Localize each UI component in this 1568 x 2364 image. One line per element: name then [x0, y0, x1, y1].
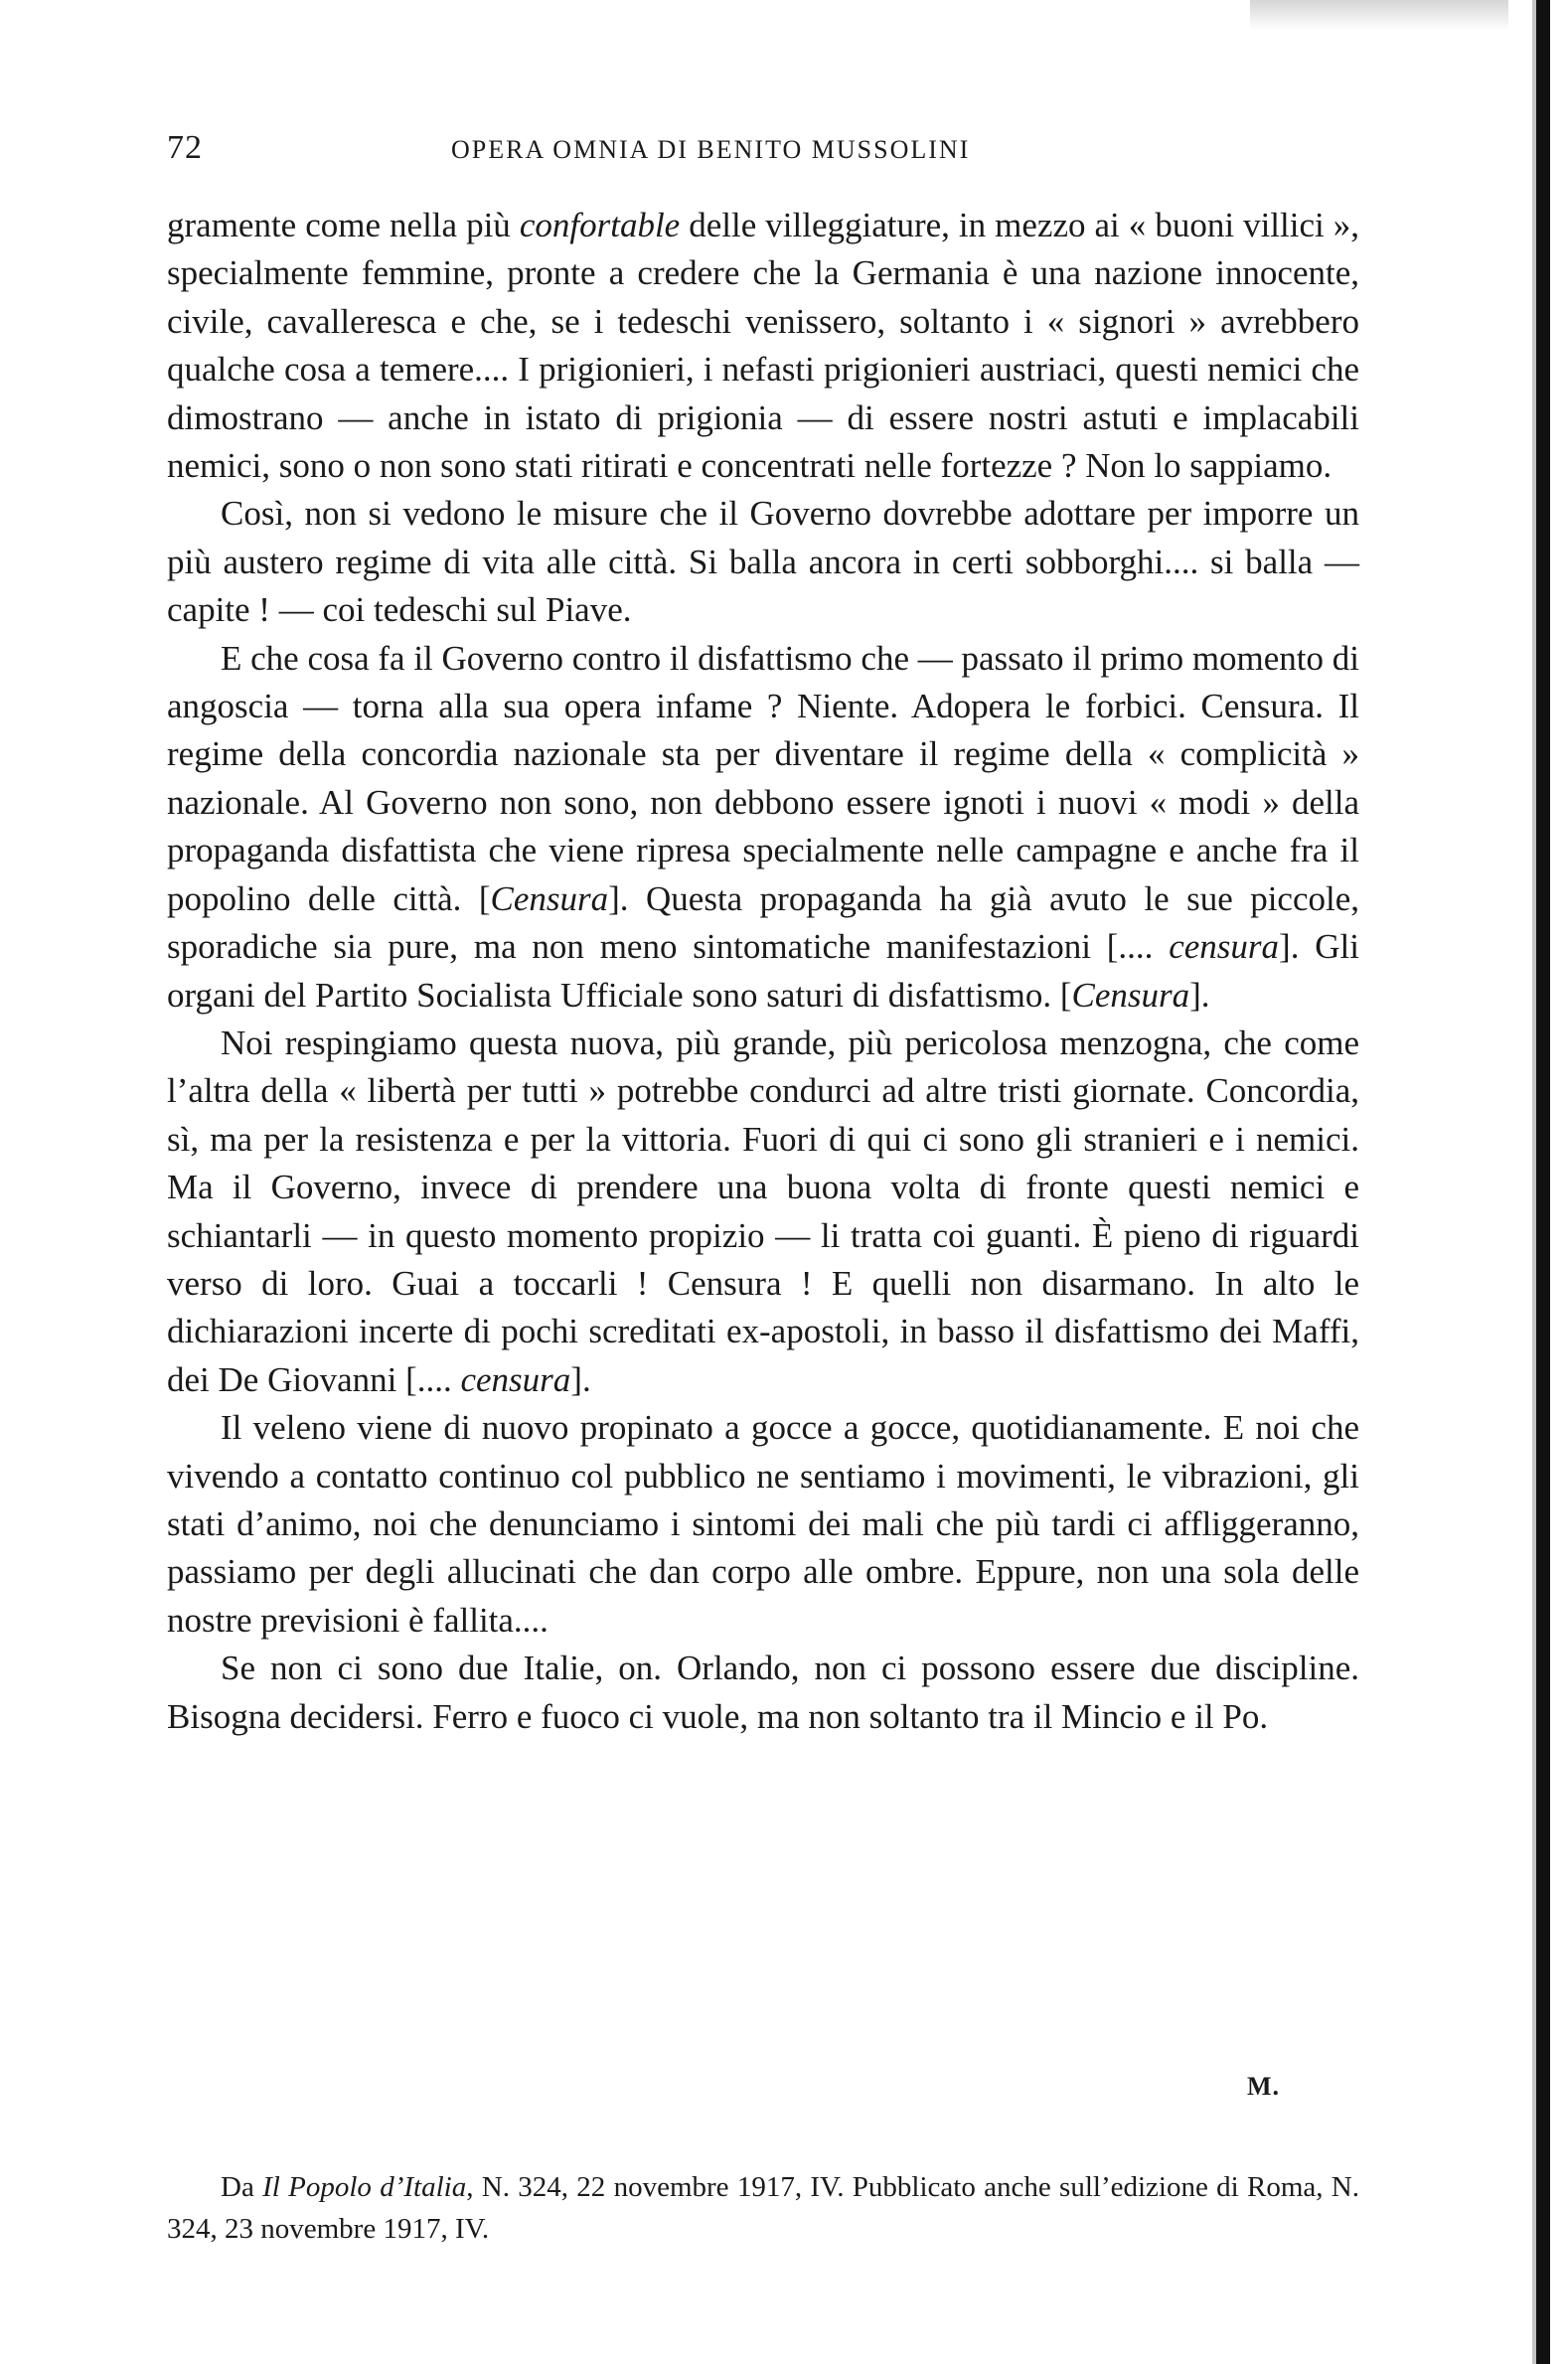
- source-note-prefix: Da: [221, 2171, 263, 2203]
- page-number: 72: [167, 129, 203, 166]
- paragraph-2: Così, non si vedono le misure che il Governo dovrebbe adottare per imporre un più austero regime di vita alle città. Si balla ancora in certi sobborghi.... si balla — capite ! — coi tedeschi sul Piave.: [167, 494, 1359, 630]
- scan-smudge: [1250, 0, 1508, 30]
- running-title: OPERA OMNIA DI BENITO MUSSOLINI: [451, 135, 971, 164]
- paragraph-3-text-d: ].: [1189, 975, 1210, 1015]
- paragraph-3-text-c: ]. Gli organi del Partito Socialista Ufficiale sono saturi di disfattismo. [: [167, 927, 1359, 1015]
- paragraph-1-text-a: gramente come nella più: [167, 206, 520, 244]
- running-header: [167, 129, 1359, 179]
- paragraph-6: Se non ci sono due Italie, on. Orlando, non ci possono essere due discipline. Bisogna decidersi. Ferro e fuoco ci vuole, ma non soltanto tra il Mincio e il Po.: [167, 1649, 1359, 1736]
- censura-note-2: censura: [1169, 927, 1280, 967]
- paragraph-4: [167, 1020, 1359, 1404]
- paragraph-1-text-b: delle villeggiature, in mezzo ai « buoni villici », specialmente femmine, pronte a credere che la Germania è una nazione innocente, civile, cavalleresca e che, se i tedeschi venissero, soltanto i « signori » avrebbero qualche cosa a temere.... I prigionieri, i nefasti prigionieri austriaci, questi nemici che dimostrano — anche in istato di prigionia — di essere nostri astuti e implacabili nemici, sono o non sono stati ritirati e concentrati nelle fortezze ? Non lo sappiamo.: [167, 206, 1360, 486]
- censura-note-4: censura: [460, 1359, 571, 1399]
- paragraph-3-text-a: E che cosa fa il Governo contro il disfattismo che — passato il primo momento di angoscia — torna alla sua opera infame ? Niente. Adopera le forbici. Censura. Il regime della concordia nazionale sta per diventare il regime della « complicità » nazionale. Al Governo non sono, non debbono essere ignoti i nuovi « modi » della propaganda disfattista che viene ripresa specialmente nelle campagne e anche fra il popolino delle città. [: [167, 638, 1359, 918]
- newspaper-title: Il Popolo d’Italia: [262, 2171, 467, 2203]
- paragraph-5: Il veleno viene di nuovo propinato a gocce a gocce, quotidianamente. E noi che vivendo a contatto continuo col pubblico ne sentiamo i movimenti, le vibrazioni, gli stati d’animo, noi che denunciamo i sintomi dei mali che più tardi ci affliggeranno, passiamo per degli allucinati che dan corpo alle ombre. Eppure, non una sola delle nostre previsioni è fallita....: [167, 1408, 1359, 1640]
- paragraph-1: [167, 202, 1359, 490]
- author-signature: M.: [1247, 2072, 1281, 2101]
- paragraph-3: [167, 635, 1359, 1020]
- source-note-rest: , N. 324, 22 novembre 1917, IV. Pubblicato anche sull’edizione di Roma, N. 324, 23 novembre 1917, IV.: [167, 2171, 1359, 2245]
- censura-note-1: Censura: [490, 878, 609, 918]
- article-body: [167, 202, 1359, 1741]
- censura-note-3: Censura: [1071, 975, 1190, 1015]
- source-note: [167, 2166, 1359, 2250]
- page-binding-edge: [1536, 0, 1550, 2364]
- paragraph-4-text-b: ].: [570, 1359, 591, 1399]
- paragraph-4-text-a: Noi respingiamo questa nuova, più grande, più pericolosa menzogna, che come l’altra della « libertà per tutti » potrebbe condurci ad altre tristi giornate. Concordia, sì, ma per la resistenza e per la vittoria. Fuori di qui ci sono gli stranieri e i nemici. Ma il Governo, invece di prendere una buona volta di fronte questi nemici e schiantarli — in questo momento propizio — li tratta coi guanti. È pieno di riguardi verso di loro. Guai a toccarli ! Censura ! E quelli non disarmano. In alto le dichiarazioni incerte di pochi screditati ex-apostoli, in basso il disfattismo dei Maffi, dei De Giovanni [....: [167, 1023, 1359, 1399]
- source-note-text: [167, 2166, 1359, 2250]
- paragraph-1-italic-word: confortable: [519, 206, 681, 244]
- paragraph-3-text-b: ]. Questa propaganda ha già avuto le sue piccole, sporadiche sia pure, ma non meno sintomatiche manifestazioni [....: [167, 878, 1359, 967]
